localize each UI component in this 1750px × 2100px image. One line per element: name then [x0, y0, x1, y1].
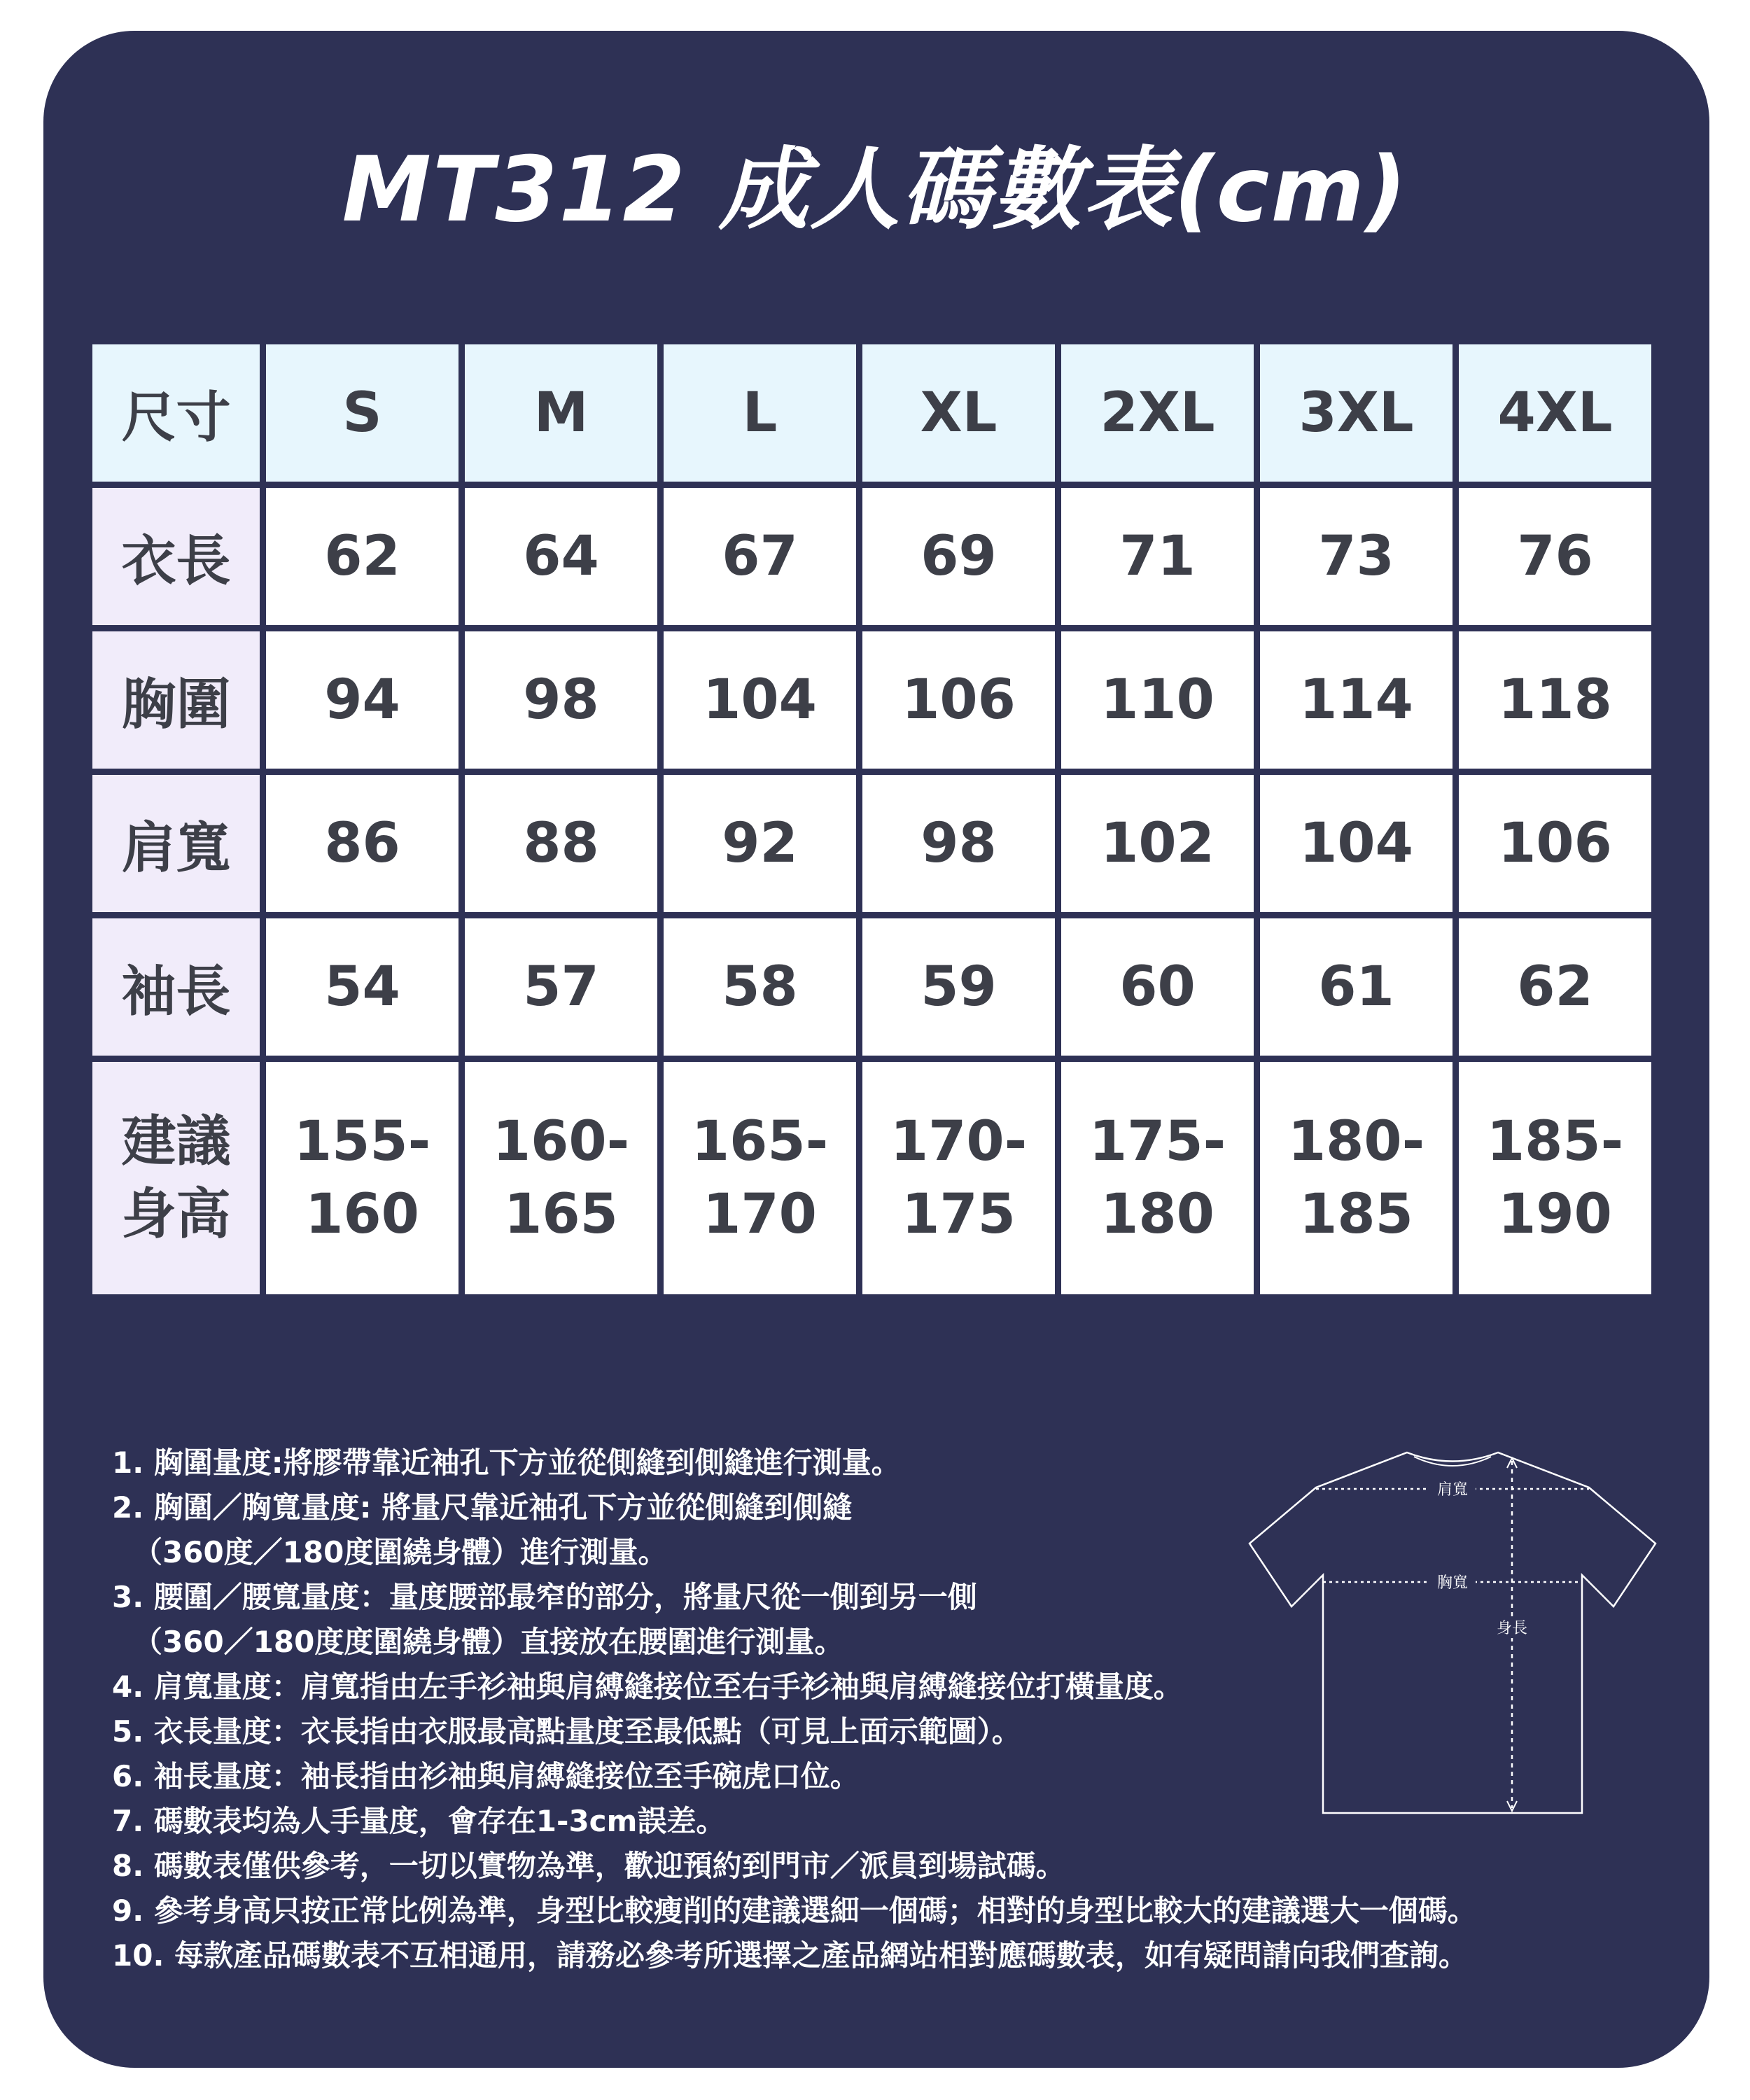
height-range-end: 160	[305, 1183, 419, 1246]
size-header: L	[664, 344, 856, 482]
row-label-line: 建議	[121, 1110, 231, 1173]
corner-label: 尺寸	[92, 344, 260, 482]
note-item: 9. 參考身高只按正常比例為準，身型比較瘦削的建議選細一個碼；相對的身型比較大的建議選大一個碼。	[112, 1893, 1477, 1928]
note-item: 10. 每款產品碼數表不互相通用，請務必參考所選擇之產品網站相對應碼數表，如有疑問請向我們查詢。	[112, 1938, 1469, 1973]
table-cell: 59	[862, 918, 1055, 1056]
table-cell: 88	[465, 775, 657, 912]
table-cell	[1061, 1062, 1254, 1294]
table-cell: 60	[1061, 918, 1254, 1056]
height-range-start: 165-	[691, 1110, 829, 1173]
table-cell: 110	[1061, 631, 1254, 769]
height-range-start: 155-	[293, 1110, 431, 1173]
row-label: 胸圍	[92, 631, 260, 769]
chest-label: 胸寬	[1436, 1574, 1469, 1592]
height-range-end: 180	[1100, 1183, 1214, 1246]
table-cell: 76	[1459, 488, 1651, 625]
tshirt-outline	[1250, 1452, 1656, 1813]
table-cell: 98	[862, 775, 1055, 912]
note-item: 1. 胸圍量度:將膠帶靠近袖孔下方並從側縫到側縫進行測量。	[112, 1446, 901, 1480]
height-range-start: 185-	[1486, 1110, 1624, 1173]
table-cell	[1459, 1062, 1651, 1294]
note-item: 3. 腰圍／腰寬量度：量度腰部最窄的部分，將量尺從一側到另一側	[112, 1580, 977, 1614]
size-table	[86, 338, 1658, 1301]
table-cell	[266, 1062, 458, 1294]
table-cell: 94	[266, 631, 458, 769]
table-cell: 64	[465, 488, 657, 625]
table-cell: 62	[266, 488, 458, 625]
table-cell: 57	[465, 918, 657, 1056]
row-label: 袖長	[92, 918, 260, 1056]
length-label: 身長	[1496, 1620, 1528, 1637]
table-cell: 106	[1459, 775, 1651, 912]
table-cell: 67	[664, 488, 856, 625]
note-item: 2. 胸圍／胸寬量度: 將量尺靠近袖孔下方並從側縫到側縫	[112, 1490, 853, 1525]
size-header: 4XL	[1459, 344, 1651, 482]
size-header: M	[465, 344, 657, 482]
row-label-line: 身高	[121, 1183, 231, 1246]
table-cell: 114	[1260, 631, 1452, 769]
page-title: MT312 成人碼數表(cm)	[342, 138, 1408, 242]
height-range-start: 180-	[1287, 1110, 1425, 1173]
row-label: 衣長	[92, 488, 260, 625]
table-cell: 106	[862, 631, 1055, 769]
row-label	[92, 1062, 260, 1294]
table-cell: 54	[266, 918, 458, 1056]
row-label: 肩寬	[92, 775, 260, 912]
size-header: S	[266, 344, 458, 482]
note-item: 6. 袖長量度：袖長指由衫袖與肩縛縫接位至手碗虎口位。	[112, 1759, 860, 1793]
table-cell: 118	[1459, 631, 1651, 769]
note-item: 8. 碼數表僅供參考，一切以實物為準，歡迎預約到門市／派員到場試碼。	[112, 1849, 1065, 1883]
height-range-start: 160-	[492, 1110, 630, 1173]
table-row	[92, 918, 1651, 1056]
note-item: 5. 衣長量度：衣長指由衣服最高點量度至最低點（可見上面示範圖）。	[112, 1714, 1021, 1749]
height-range-end: 165	[504, 1183, 618, 1246]
height-range-start: 170-	[890, 1110, 1028, 1173]
table-cell	[862, 1062, 1055, 1294]
table-cell: 69	[862, 488, 1055, 625]
table-cell: 102	[1061, 775, 1254, 912]
table-cell	[1260, 1062, 1452, 1294]
size-header: XL	[862, 344, 1055, 482]
table-row	[92, 775, 1651, 912]
table-cell: 71	[1061, 488, 1254, 625]
table-cell: 61	[1260, 918, 1452, 1056]
table-cell: 86	[266, 775, 458, 912]
table-row	[92, 631, 1651, 769]
size-header: 3XL	[1260, 344, 1452, 482]
table-cell: 92	[664, 775, 856, 912]
height-range-start: 175-	[1088, 1110, 1226, 1173]
table-row	[92, 488, 1651, 625]
size-header: 2XL	[1061, 344, 1254, 482]
table-cell	[465, 1062, 657, 1294]
tshirt-measurement-diagram	[1246, 1432, 1659, 1816]
note-item: 7. 碼數表均為人手量度，會存在1-3cm誤差。	[112, 1804, 726, 1838]
height-range-end: 185	[1299, 1183, 1413, 1246]
table-cell	[664, 1062, 856, 1294]
height-range-end: 170	[703, 1183, 817, 1246]
height-range-end: 190	[1498, 1183, 1612, 1246]
shoulder-label: 肩寬	[1436, 1481, 1469, 1499]
table-cell: 98	[465, 631, 657, 769]
table-cell: 104	[1260, 775, 1452, 912]
table-row	[92, 1062, 1651, 1294]
table-cell: 58	[664, 918, 856, 1056]
note-item: （360度／180度圍繞身體）進行測量。	[133, 1535, 668, 1569]
note-item: 4. 肩寬量度：肩寬指由左手衫袖與肩縛縫接位至右手衫袖與肩縛縫接位打橫量度。	[112, 1670, 1183, 1704]
table-cell: 62	[1459, 918, 1651, 1056]
table-cell: 104	[664, 631, 856, 769]
height-range-end: 175	[902, 1183, 1016, 1246]
table-cell: 73	[1260, 488, 1452, 625]
note-item: （360／180度度圍繞身體）直接放在腰圍進行測量。	[133, 1625, 844, 1659]
table-header-row	[92, 344, 1651, 482]
